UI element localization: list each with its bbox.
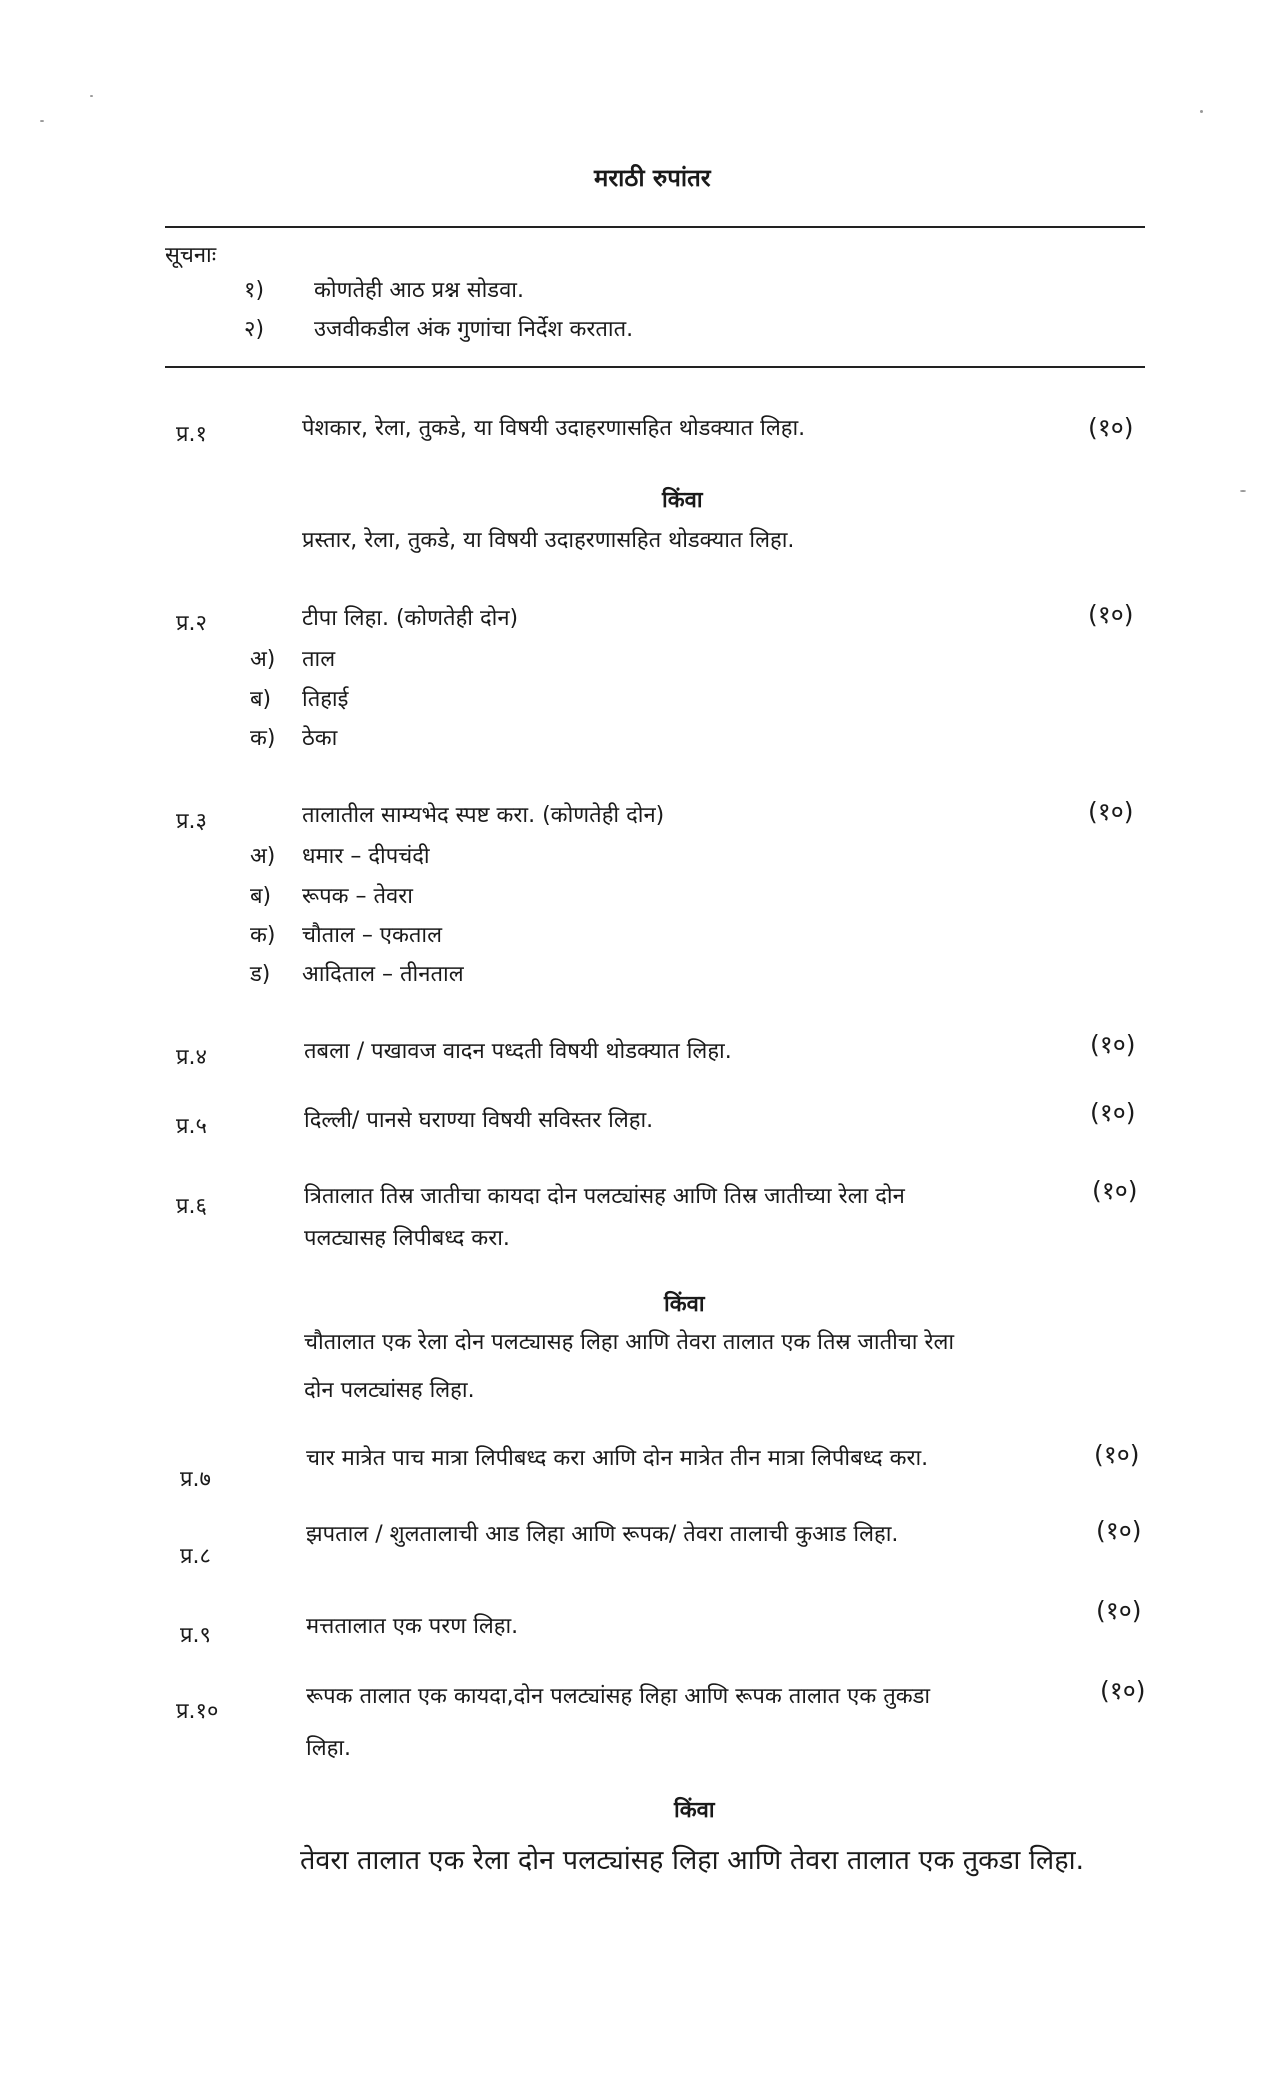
or-separator: किंवा bbox=[674, 1798, 715, 1823]
option-text: धमार – दीपचंदी bbox=[302, 844, 430, 869]
question-text: रूपक तालात एक कायदा,दोन पलट्यांसह लिहा आणि रूपक तालात एक तुकडा bbox=[306, 1684, 931, 1709]
marks-label: (१०) bbox=[1096, 1516, 1142, 1545]
or-separator: किंवा bbox=[664, 1292, 705, 1317]
option-text: ताल bbox=[302, 647, 336, 672]
marks-label: (१०) bbox=[1088, 600, 1134, 629]
or-separator: किंवा bbox=[662, 488, 703, 513]
question-text: त्रितालात तिस्र जातीचा कायदा दोन पलट्यांसह आणि तिस्र जातीच्या रेला दोन bbox=[304, 1184, 905, 1209]
scan-speck bbox=[90, 95, 93, 97]
instruction-text: कोणतेही आठ प्रश्न सोडवा. bbox=[314, 278, 525, 303]
question-text: मत्ततालात एक परण लिहा. bbox=[306, 1614, 519, 1639]
question-number: प्र.७ bbox=[180, 1467, 211, 1492]
marks-label: (१०) bbox=[1088, 413, 1134, 442]
question-number: प्र.२ bbox=[176, 611, 207, 636]
option-label: ड) bbox=[250, 962, 271, 987]
question-number: प्र.४ bbox=[176, 1045, 207, 1070]
marks-label: (१०) bbox=[1090, 1098, 1136, 1127]
question-text: पेशकार, रेला, तुकडे, या विषयी उदाहरणासहित थोडक्यात लिहा. bbox=[302, 416, 806, 441]
instructions-label: सूचनाः bbox=[165, 243, 217, 268]
question-number: प्र.९ bbox=[180, 1623, 211, 1648]
question-text-continued: पलट्यासह लिपीबध्द करा. bbox=[304, 1226, 510, 1251]
question-number: प्र.६ bbox=[176, 1194, 207, 1219]
alternative-question-text: तेवरा तालात एक रेला दोन पलट्यांसह लिहा आणि तेवरा तालात एक तुकडा लिहा. bbox=[300, 1845, 1085, 1876]
question-text: तालातील साम्यभेद स्पष्ट करा. (कोणतेही दोन) bbox=[302, 803, 665, 828]
alternative-question-text: चौतालात एक रेला दोन पलट्यासह लिहा आणि तेवरा तालात एक तिस्र जातीचा रेला bbox=[304, 1330, 955, 1355]
question-number: प्र.१० bbox=[176, 1699, 219, 1724]
marks-label: (१०) bbox=[1096, 1596, 1142, 1625]
scan-speck bbox=[1200, 110, 1203, 113]
marks-label: (१०) bbox=[1090, 1030, 1136, 1059]
marks-label: (१०) bbox=[1088, 797, 1134, 826]
option-text: तिहाई bbox=[302, 687, 349, 712]
marks-label: (१०) bbox=[1092, 1176, 1138, 1205]
option-text: आदिताल – तीनताल bbox=[302, 962, 464, 987]
question-text: दिल्ली/ पानसे घराण्या विषयी सविस्तर लिहा. bbox=[304, 1108, 654, 1133]
question-number: प्र.५ bbox=[176, 1114, 207, 1139]
question-text: तबला / पखावज वादन पध्दती विषयी थोडक्यात लिहा. bbox=[304, 1039, 732, 1064]
page-title: मराठी रुपांतर bbox=[594, 164, 711, 192]
question-number: प्र.१ bbox=[176, 422, 207, 447]
option-label: क) bbox=[250, 726, 276, 751]
instruction-number: १) bbox=[244, 278, 265, 303]
question-number: प्र.३ bbox=[176, 809, 207, 834]
option-label: ब) bbox=[250, 884, 272, 909]
option-text: रूपक – तेवरा bbox=[302, 884, 413, 909]
question-number: प्र.८ bbox=[180, 1544, 211, 1569]
scan-speck bbox=[40, 120, 44, 122]
alternative-question-text: प्रस्तार, रेला, तुकडे, या विषयी उदाहरणासहित थोडक्यात लिहा. bbox=[302, 528, 795, 553]
option-label: ब) bbox=[250, 687, 272, 712]
question-text-continued: लिहा. bbox=[306, 1736, 351, 1761]
question-text: झपताल / शुलतालाची आड लिहा आणि रूपक/ तेवरा तालाची कुआड लिहा. bbox=[306, 1522, 899, 1547]
instruction-number: २) bbox=[244, 317, 265, 342]
marks-label: (१०) bbox=[1100, 1676, 1146, 1705]
question-text: चार मात्रेत पाच मात्रा लिपीबध्द करा आणि दोन मात्रेत तीन मात्रा लिपीबध्द करा. bbox=[306, 1446, 929, 1471]
top-divider bbox=[165, 226, 1145, 228]
bottom-divider bbox=[165, 366, 1145, 368]
instruction-text: उजवीकडील अंक गुणांचा निर्देश करतात. bbox=[314, 317, 634, 342]
option-text: चौताल – एकताल bbox=[302, 923, 443, 948]
alternative-question-text-continued: दोन पलट्यांसह लिहा. bbox=[304, 1378, 475, 1403]
option-label: अ) bbox=[250, 647, 276, 672]
option-label: अ) bbox=[250, 844, 276, 869]
scan-speck bbox=[1240, 490, 1246, 492]
option-label: क) bbox=[250, 923, 276, 948]
marks-label: (१०) bbox=[1094, 1440, 1140, 1469]
question-text: टीपा लिहा. (कोणतेही दोन) bbox=[302, 606, 519, 631]
option-text: ठेका bbox=[302, 726, 338, 751]
